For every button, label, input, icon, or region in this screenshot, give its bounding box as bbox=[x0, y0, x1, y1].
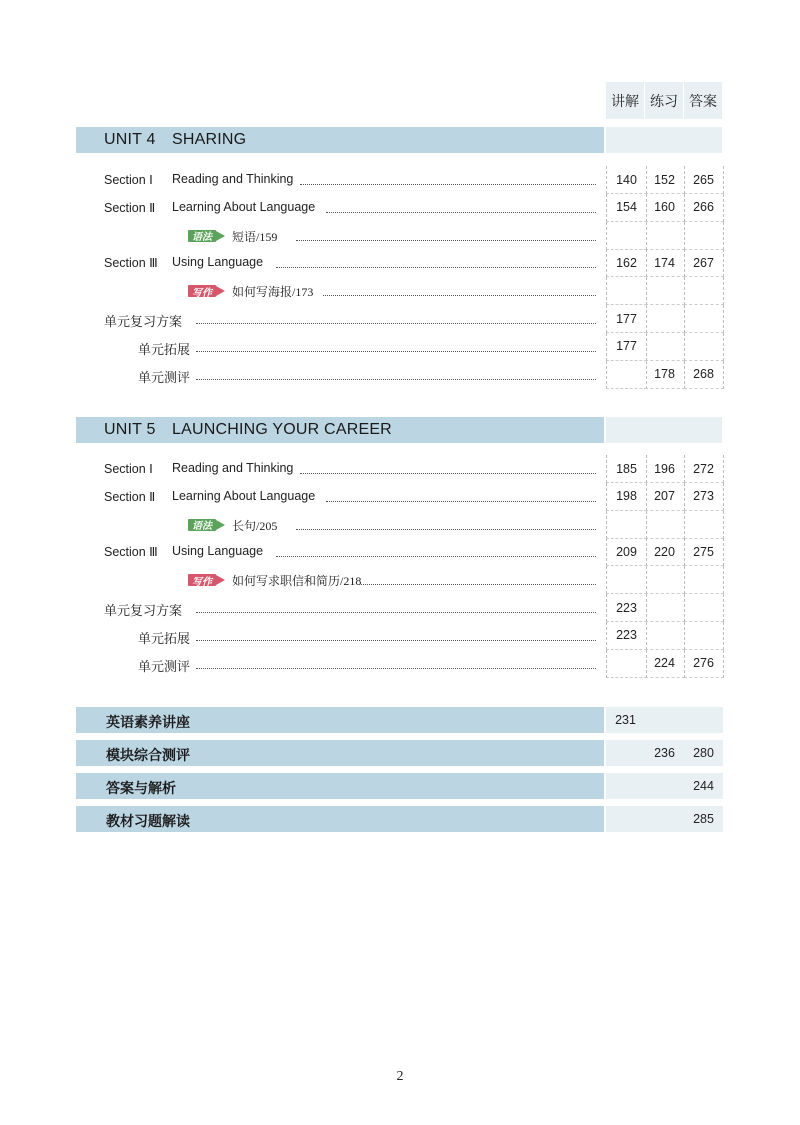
toc-row[interactable] bbox=[0, 538, 800, 566]
dot-leader bbox=[326, 200, 596, 213]
page-ref-answer bbox=[684, 305, 724, 333]
page-ref-lecture bbox=[606, 566, 647, 594]
section-title: Using Language bbox=[172, 255, 264, 270]
page-ref-lecture bbox=[606, 740, 646, 766]
page-ref-answer: 280 bbox=[684, 740, 723, 766]
column-header-answer: 答案 bbox=[684, 82, 722, 119]
column-header-lecture: 讲解 bbox=[606, 82, 644, 119]
section-title: Reading and Thinking bbox=[172, 172, 294, 186]
page-ref-exercise: 160 bbox=[645, 194, 685, 222]
page-ref-answer bbox=[684, 511, 724, 539]
toc-row[interactable] bbox=[0, 249, 800, 277]
dot-leader bbox=[196, 367, 596, 380]
extra-section-title: 答案与解析 bbox=[106, 780, 176, 796]
page-ref-answer: 265 bbox=[684, 166, 724, 194]
subitem-title: 长句/205 bbox=[232, 518, 278, 533]
tag-label: 写作 bbox=[188, 574, 216, 586]
page-ref-exercise bbox=[645, 511, 685, 539]
toc-row[interactable] bbox=[0, 333, 800, 361]
unit-4-header-tail bbox=[606, 127, 722, 153]
page-ref-lecture: 231 bbox=[606, 707, 646, 733]
dot-leader bbox=[196, 339, 596, 352]
page-ref-lecture bbox=[606, 361, 647, 389]
unit-5-header-tail bbox=[606, 417, 722, 443]
page-ref-exercise: 220 bbox=[645, 538, 685, 566]
section-title: Learning About Language bbox=[172, 488, 316, 503]
page-ref-lecture: 198 bbox=[606, 483, 647, 511]
toc-row[interactable] bbox=[0, 305, 800, 333]
page-ref-answer bbox=[684, 222, 724, 250]
dot-leader bbox=[323, 283, 596, 296]
tag-arrow-icon bbox=[216, 231, 225, 241]
unit-4-label: UNIT 4 bbox=[104, 131, 156, 148]
dot-leader bbox=[196, 600, 596, 613]
section-title: Learning About Language bbox=[172, 199, 316, 214]
toc-subitem[interactable] bbox=[0, 566, 800, 594]
tag-arrow-icon bbox=[216, 520, 225, 530]
page-ref-exercise: 178 bbox=[645, 361, 685, 389]
page-ref-exercise: 236 bbox=[645, 740, 685, 766]
toc-row[interactable] bbox=[0, 622, 800, 650]
page-ref-exercise: 207 bbox=[645, 483, 685, 511]
page-number: 2 bbox=[396, 1069, 404, 1084]
page-ref-lecture bbox=[606, 773, 646, 799]
page-ref-lecture bbox=[606, 222, 647, 250]
extra-section-bar bbox=[76, 740, 604, 766]
subitem-title: 如何写求职信和简历/218 bbox=[232, 574, 362, 589]
page-ref-answer bbox=[684, 277, 724, 305]
subitem-title: 如何写海报/173 bbox=[232, 285, 314, 300]
page-ref-answer: 285 bbox=[684, 806, 723, 832]
unit-subitem-title: 单元拓展 bbox=[138, 630, 191, 646]
page-ref-exercise bbox=[645, 277, 685, 305]
page-ref-exercise: 152 bbox=[645, 166, 685, 194]
dot-leader bbox=[359, 572, 596, 585]
tag-arrow-icon bbox=[216, 286, 225, 296]
page-ref-lecture: 177 bbox=[606, 305, 647, 333]
section-title: Reading and Thinking bbox=[172, 461, 294, 475]
page-ref-lecture bbox=[606, 277, 647, 305]
tag-writing bbox=[188, 574, 228, 586]
dot-leader bbox=[276, 255, 596, 268]
subitem-title: 短语/159 bbox=[232, 229, 278, 244]
tag-label: 写作 bbox=[188, 285, 216, 297]
toc-row[interactable] bbox=[0, 361, 800, 389]
extra-section-title: 英语素养讲座 bbox=[106, 714, 190, 730]
dot-leader bbox=[196, 656, 596, 669]
page-ref-exercise bbox=[645, 773, 685, 799]
page-ref-exercise: 196 bbox=[645, 455, 685, 483]
page-ref-lecture bbox=[606, 806, 646, 832]
review-title: 单元复习方案 bbox=[104, 603, 183, 618]
section-number: Section Ⅲ bbox=[104, 545, 158, 560]
toc-row[interactable] bbox=[0, 483, 800, 511]
dot-leader bbox=[296, 517, 596, 530]
unit-5-label: UNIT 5 bbox=[104, 421, 156, 438]
toc-subitem[interactable] bbox=[0, 222, 800, 250]
extra-section-row[interactable] bbox=[76, 773, 722, 799]
page-ref-answer: 272 bbox=[684, 455, 724, 483]
dot-leader bbox=[300, 172, 596, 185]
dot-leader bbox=[196, 628, 596, 641]
page-ref-answer: 244 bbox=[684, 773, 723, 799]
toc-row[interactable] bbox=[0, 455, 800, 483]
dot-leader bbox=[326, 489, 596, 502]
unit-5-header bbox=[76, 417, 722, 443]
dot-leader bbox=[300, 461, 596, 474]
page-ref-answer bbox=[684, 594, 724, 622]
toc-subitem[interactable] bbox=[0, 277, 800, 305]
unit-4-name: SHARING bbox=[172, 131, 247, 148]
tag-label: 语法 bbox=[188, 519, 216, 531]
dot-leader bbox=[296, 228, 596, 241]
page-ref-answer bbox=[684, 333, 724, 361]
unit-5-bar bbox=[76, 417, 604, 443]
review-title: 单元复习方案 bbox=[104, 314, 183, 329]
section-number: Section Ⅰ bbox=[104, 462, 153, 476]
page-ref-exercise bbox=[645, 806, 685, 832]
unit-subitem-title: 单元测评 bbox=[138, 658, 191, 674]
unit-subitem-title: 单元测评 bbox=[138, 369, 191, 385]
page-ref-exercise bbox=[645, 594, 685, 622]
extra-section-bar bbox=[76, 707, 604, 733]
page-ref-answer: 276 bbox=[684, 650, 724, 678]
page-ref-exercise bbox=[645, 333, 685, 361]
toc-row[interactable] bbox=[0, 194, 800, 222]
page-ref-exercise: 224 bbox=[645, 650, 685, 678]
tag-arrow-icon bbox=[216, 575, 225, 585]
dot-leader bbox=[276, 544, 596, 557]
section-number: Section Ⅱ bbox=[104, 200, 156, 215]
page-ref-exercise: 174 bbox=[645, 249, 685, 277]
tag-grammar bbox=[188, 519, 228, 531]
page-ref-exercise bbox=[645, 566, 685, 594]
page-ref-lecture: 209 bbox=[606, 538, 647, 566]
tag-grammar bbox=[188, 230, 228, 242]
extra-section-row[interactable] bbox=[76, 806, 722, 832]
extra-section-bar bbox=[76, 806, 604, 832]
page-ref-lecture bbox=[606, 511, 647, 539]
section-number: Section Ⅱ bbox=[104, 489, 156, 504]
page-ref-exercise bbox=[645, 707, 685, 733]
page-ref-answer: 273 bbox=[684, 483, 724, 511]
page-ref-exercise bbox=[645, 305, 685, 333]
page-ref-lecture: 223 bbox=[606, 622, 647, 650]
unit-4-header bbox=[76, 127, 722, 153]
page-ref-answer: 266 bbox=[684, 194, 724, 222]
toc-row[interactable] bbox=[0, 166, 800, 194]
unit-subitem-title: 单元拓展 bbox=[138, 341, 191, 357]
extra-section-bar bbox=[76, 773, 604, 799]
extra-section-row[interactable] bbox=[76, 707, 722, 733]
dot-leader bbox=[196, 311, 596, 324]
extra-section-title: 教材习题解读 bbox=[106, 813, 190, 829]
page-ref-answer: 275 bbox=[684, 538, 724, 566]
tag-writing bbox=[188, 285, 228, 297]
toc-subitem[interactable] bbox=[0, 511, 800, 539]
page-ref-lecture: 185 bbox=[606, 455, 647, 483]
unit-4-bar bbox=[76, 127, 604, 153]
extra-section-title: 模块综合测评 bbox=[106, 747, 190, 763]
extra-section-row[interactable] bbox=[76, 740, 722, 766]
page-ref-lecture: 223 bbox=[606, 594, 647, 622]
page-ref-lecture: 162 bbox=[606, 249, 647, 277]
column-header-exercise: 练习 bbox=[645, 82, 683, 119]
page-ref-answer bbox=[684, 622, 724, 650]
tag-label: 语法 bbox=[188, 230, 216, 242]
toc-row[interactable] bbox=[0, 594, 800, 622]
page-ref-lecture: 177 bbox=[606, 333, 647, 361]
page-ref-exercise bbox=[645, 622, 685, 650]
section-number: Section Ⅲ bbox=[104, 256, 158, 271]
page-ref-answer bbox=[684, 566, 724, 594]
section-title: Using Language bbox=[172, 544, 264, 559]
page-ref-answer bbox=[684, 707, 723, 733]
page-ref-exercise bbox=[645, 222, 685, 250]
page-ref-lecture bbox=[606, 650, 647, 678]
unit-5-name: LAUNCHING YOUR CAREER bbox=[172, 421, 392, 438]
page-ref-answer: 267 bbox=[684, 249, 724, 277]
toc-row[interactable] bbox=[0, 650, 800, 678]
page-ref-lecture: 140 bbox=[606, 166, 647, 194]
section-number: Section Ⅰ bbox=[104, 173, 153, 187]
page-ref-lecture: 154 bbox=[606, 194, 647, 222]
page-ref-answer: 268 bbox=[684, 361, 724, 389]
